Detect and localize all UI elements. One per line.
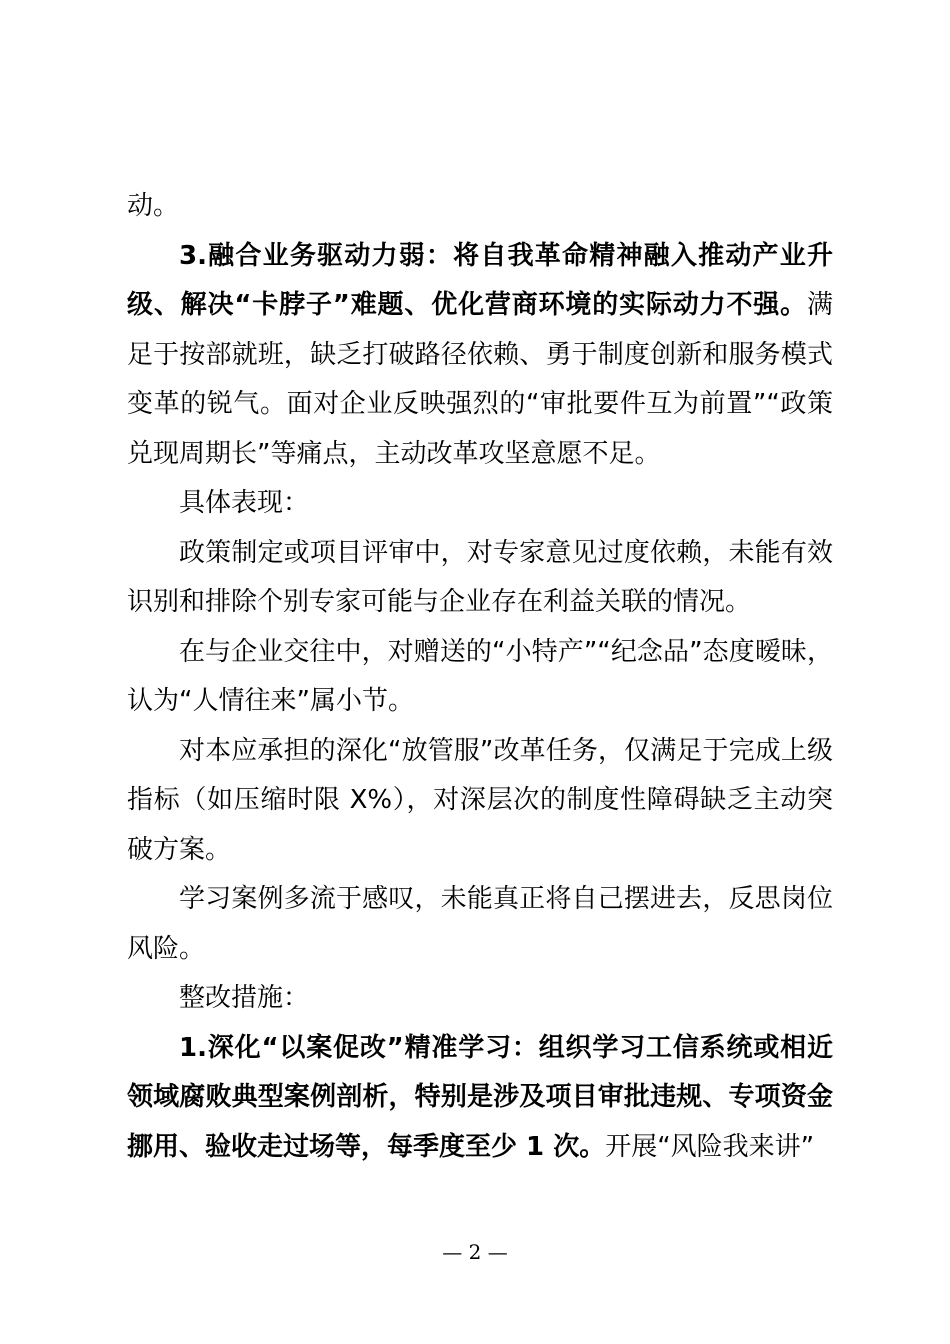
document-body: [127, 182, 833, 1172]
page-number: — 2 —: [442, 1240, 508, 1264]
paragraph-specific-label: [127, 479, 833, 529]
paragraph-text: 满足于按部就班，缺乏打破路径依赖、勇于制度创新和服务模式变革的锐气。面对企业反映强烈的“审批要件互为前置”“政策兑现周期长”等痛点，主动改革攻坚意愿不足。: [127, 290, 833, 469]
paragraph-text: 开展“风险我来讲”: [605, 1131, 815, 1162]
paragraph-text: 政策制定或项目评审中，对专家意见过度依赖，未能有效识别和排除个别专家可能与企业存在利益关联的情况。: [127, 537, 833, 617]
paragraph-bold-heading: 3.融合业务驱动力弱：将自我革命精神融入推动产业升级、解决“卡脖子”难题、优化营商环境的实际动力不强。: [127, 240, 833, 320]
paragraph-gifts: [127, 628, 833, 727]
paragraph-case-study: [127, 875, 833, 974]
paragraph-text: 学习案例多流于感叹，未能真正将自己摆进去，反思岗位风险。: [127, 884, 833, 964]
paragraph-text: 动。: [127, 191, 180, 221]
paragraph-measure-1: [127, 1024, 833, 1173]
paragraph-reform-task: [127, 727, 833, 876]
paragraph-text: 具体表现：: [179, 488, 310, 518]
paragraph-text: 对本应承担的深化“放管服”改革任务，仅满足于完成上级指标（如压缩时限 X%），对深层次的制度性障碍缺乏主动突破方案。: [127, 735, 833, 865]
paragraph-item-3: [127, 232, 833, 480]
paragraph-expert-reliance: [127, 529, 833, 628]
paragraph-measures-label: [127, 974, 833, 1024]
paragraph-text: 在与企业交往中，对赠送的“小特产”“纪念品”态度暧昧，认为“人情往来”属小节。: [127, 636, 833, 716]
paragraph-continuation: [127, 182, 833, 232]
paragraph-text: 整改措施：: [179, 983, 310, 1013]
paragraph-bold-heading: 1.深化“以案促改”精准学习：组织学习工信系统或相近领域腐败典型案例剖析，特别是涉及项目审批违规、专项资金挪用、验收走过场等，每季度至少 1 次。: [127, 1032, 833, 1162]
